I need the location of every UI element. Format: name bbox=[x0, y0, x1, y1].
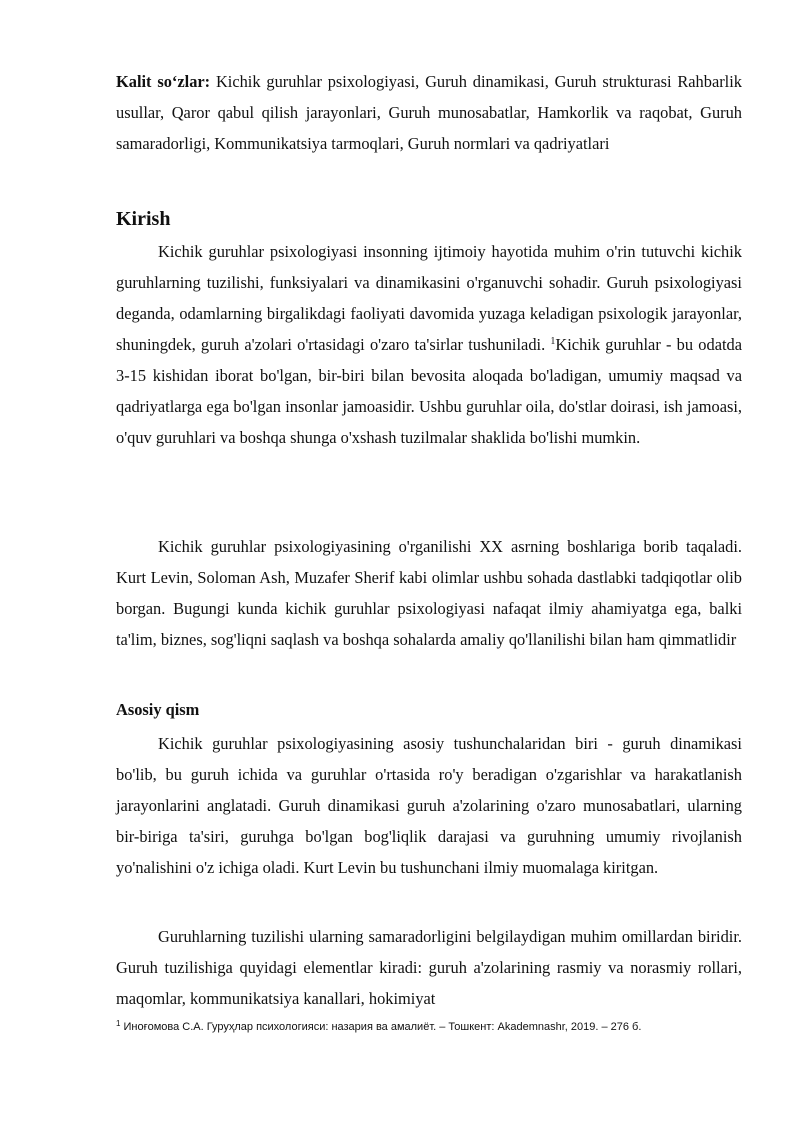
footnote-number: 1 bbox=[116, 1019, 121, 1028]
intro-paragraph-2: Kichik guruhlar psixologiyasining o'rganilishi XX asrning boshlariga borib taqaladi. Kurt Levin, Soloman Ash, Muzafer Sherif kabi olimlar ushbu sohada dastlabki tadqiqotlar olib borgan. Bugungi kunda kichik guruhlar psixologiyasi nafaqat ilmiy ahamiyatga ega, balki ta'lim, biznes, sog'liqni saqlash va boshqa sohalarda amaliy qo'llanilishi bilan ham qimmatlidir bbox=[116, 537, 742, 649]
footnote bbox=[116, 1021, 756, 1033]
intro-paragraph-1 bbox=[116, 236, 742, 453]
keywords-text: Kichik guruhlar psixologiyasi, Guruh dinamikasi, Guruh strukturasi Rahbarlik usullar, Qaror qabul qilish jarayonlari, Guruh munosabatlar, Hamkorlik va raqobat, Guruh samaradorligi, Kommunikatsiya tarmoqlari, Guruh normlari va qadriyatlari bbox=[116, 72, 742, 153]
intro-heading: Kirish bbox=[116, 208, 171, 230]
keywords-paragraph bbox=[116, 66, 742, 159]
intro-paragraph-1-text-a: Kichik guruhlar psixologiyasi insonning ijtimoiy hayotida muhim o'rin tutuvchi kichik guruhlarning tuzilishi, funksiyalari va dinamikasini o'rganuvchi sohadir. Guruh psixologiyasi deganda, odamlarning birgalikdagi faoliyati davomida yuzaga keladigan psixologik jarayonlar, shuningdek, guruh a'zolari o'rtasidagi o'zaro ta'sirlar tushuniladi. bbox=[116, 242, 742, 354]
intro-paragraph-1-text-b: Kichik guruhlar - bu odatda 3-15 kishidan iborat bo'lgan, bir-biri bilan bevosita aloqada bo'ladigan, umumiy maqsad va qadriyatlarga ega bo'lgan insonlar jamoasidir. Ushbu guruhlar oila, do'stlar doirasi, ish jamoasi, o'quv guruhlari va boshqa shunga o'xshash tuzilmalar shaklida bo'lishi mumkin. bbox=[116, 335, 742, 447]
main-paragraph-1: Kichik guruhlar psixologiyasining asosiy tushunchalaridan biri - guruh dinamikasi bo'lib, bu guruh ichida va guruhlar o'rtasida ro'y beradigan o'zgarishlar va harakatlanish jarayonlarini anglatadi. Guruh dinamikasi guruh a'zolarining o'zaro munosabatlari, ularning bir-biriga ta'siri, guruhga bo'lgan bog'liqlik darajasi va guruhning umumiy rivojlanish yo'nalishini o'z ichiga oladi. Kurt Levin bu tushunchani ilmiy muomalaga kiritgan. bbox=[116, 734, 742, 877]
main-paragraph-2: Guruhlarning tuzilishi ularning samaradorligini belgilaydigan muhim omillardan biridir. Guruh tuzilishiga quyidagi elementlar kiradi: guruh a'zolarining rasmiy va norasmiy rollari, maqomlar, kommunikatsiya kanallari, hokimiyat bbox=[116, 927, 742, 1008]
footnote-reference: 1 bbox=[550, 336, 556, 347]
keywords-label: Kalit so‘zlar: bbox=[116, 72, 211, 91]
footnote-text: Иноғомова С.А. Гуруҳлар психологияси: назария ва амалиёт. – Тошкент: Akademnashr, 2019. – 276 б. bbox=[120, 1021, 642, 1033]
main-heading: Asosiy qism bbox=[116, 700, 200, 719]
